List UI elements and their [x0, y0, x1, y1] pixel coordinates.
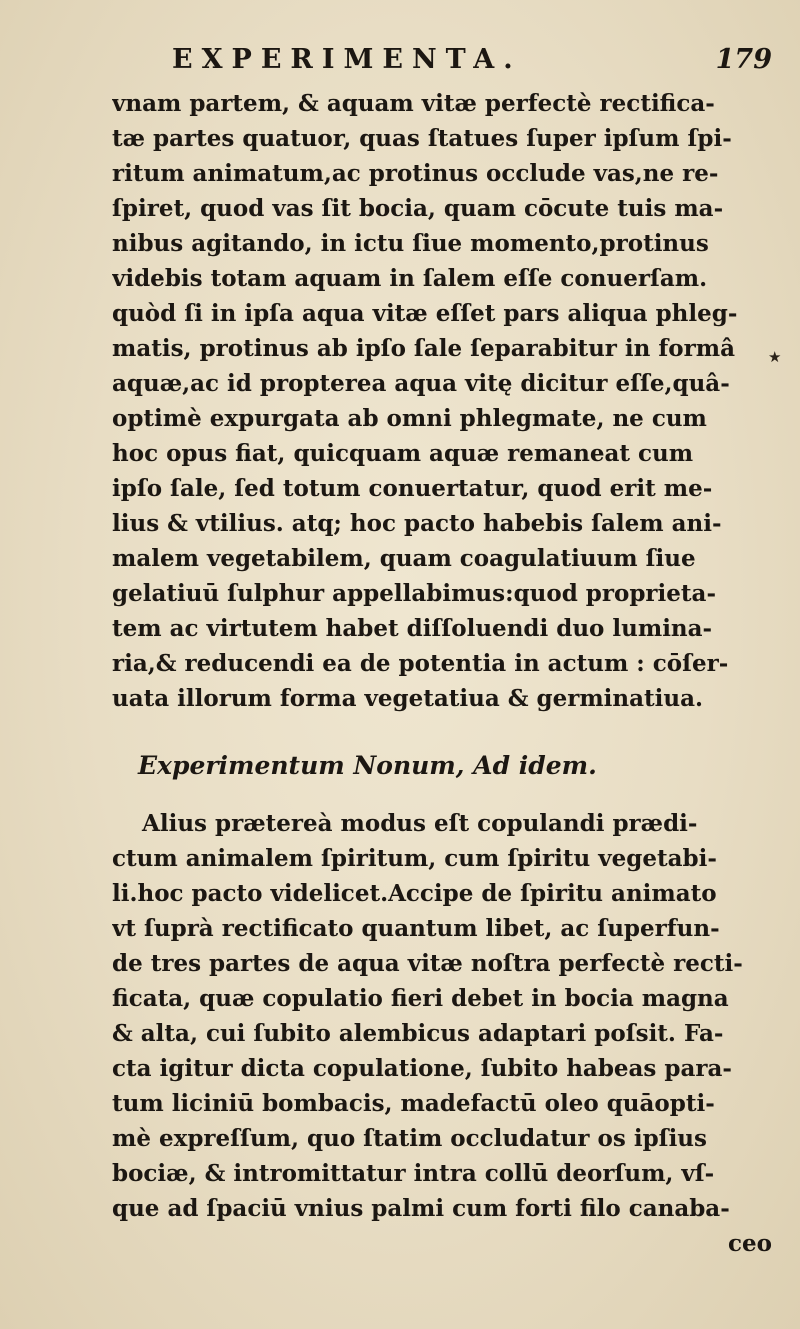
text-line: tum liciniū bombacis, madefactū oleo quāopti-: [112, 1090, 715, 1117]
text-line: ipſo ſale, ſed totum conuertatur, quod erit me-: [112, 475, 713, 502]
text-line: de tres partes de aqua vitæ noſtra perfectè recti-: [112, 950, 743, 977]
page-header: [172, 44, 772, 84]
text-line: nibus agitando, in ictu ſiue momento,protinus: [112, 230, 709, 257]
text-line: vt ſuprà rectificato quantum libet, ac ſuperfun-: [112, 915, 720, 942]
text-line: uata illorum forma vegetatiua & germinatiua.: [112, 685, 704, 712]
text-line: Alius prætereà modus eſt copulandi prædi-: [142, 810, 698, 837]
text-line: & alta, cui ſubito alembicus adaptari poſsit. Fa-: [112, 1020, 724, 1047]
text-line: vnam partem, & aquam vitæ perfectè rectifica-: [112, 90, 715, 117]
text-line: optimè expurgata ab omni phlegmate, ne cum: [112, 405, 707, 432]
text-line: li.hoc pacto videlicet.Accipe de ſpiritu animato: [112, 880, 717, 907]
running-title: EXPERIMENTA.: [172, 44, 522, 75]
text-line: que ad ſpaciū vnius palmi cum forti filo canaba-: [112, 1195, 730, 1222]
text-line: ficata, quæ copulatio fieri debet in bocia magna: [112, 985, 729, 1012]
text-line: ſpiret, quod vas ſit bocia, quam cōcute tuis ma-: [112, 195, 724, 222]
text-line: hoc opus fiat, quicquam aquæ remaneat cum: [112, 440, 694, 467]
text-line: bociæ, & intromittatur intra collū deorſum, vſ-: [112, 1160, 715, 1187]
text-line: videbis totam aquam in ſalem eſſe conuerſam.: [112, 265, 708, 292]
text-line: ria,& reducendi ea de potentia in actum : cōſer-: [112, 650, 729, 677]
text-line: quòd ſi in ipſa aqua vitæ eſſet pars aliqua phleg-: [112, 300, 738, 327]
text-line: aquæ,ac id propterea aqua vitę dicitur eſſe,quâ-: [112, 370, 730, 397]
text-line: ritum animatum,ac protinus occlude vas,ne re-: [112, 160, 719, 187]
margin-asterisk: ★: [768, 348, 782, 366]
section-heading: Experimentum Nonum, Ad idem.: [138, 751, 597, 780]
paragraph-2: [112, 806, 778, 1226]
text-line: cta igitur dicta copulatione, ſubito habeas para-: [112, 1055, 732, 1082]
text-line: ctum animalem ſpiritum, cum ſpiritu vegetabi-: [112, 845, 717, 872]
text-line: matis, protinus ab ipſo ſale ſeparabitur in formâ: [112, 335, 735, 362]
text-line: gelatiuū ſulphur appellabimus:quod proprieta-: [112, 580, 716, 607]
catchword: ceo: [728, 1230, 772, 1257]
text-line: mè expreſſum, quo ſtatim occludatur os ipſius: [112, 1125, 707, 1152]
page-number: 179: [715, 44, 772, 75]
text-line: lius & vtilius. atq; hoc pacto habebis ſalem ani-: [112, 510, 722, 537]
text-line: tem ac virtutem habet diſſoluendi duo lumina-: [112, 615, 713, 642]
paragraph-1: [112, 86, 778, 716]
text-line: tæ partes quatuor, quas ſtatues ſuper ipſum ſpi-: [112, 125, 732, 152]
body-text: [112, 86, 778, 1261]
text-line: malem vegetabilem, quam coagulatiuum ſiue: [112, 545, 696, 572]
